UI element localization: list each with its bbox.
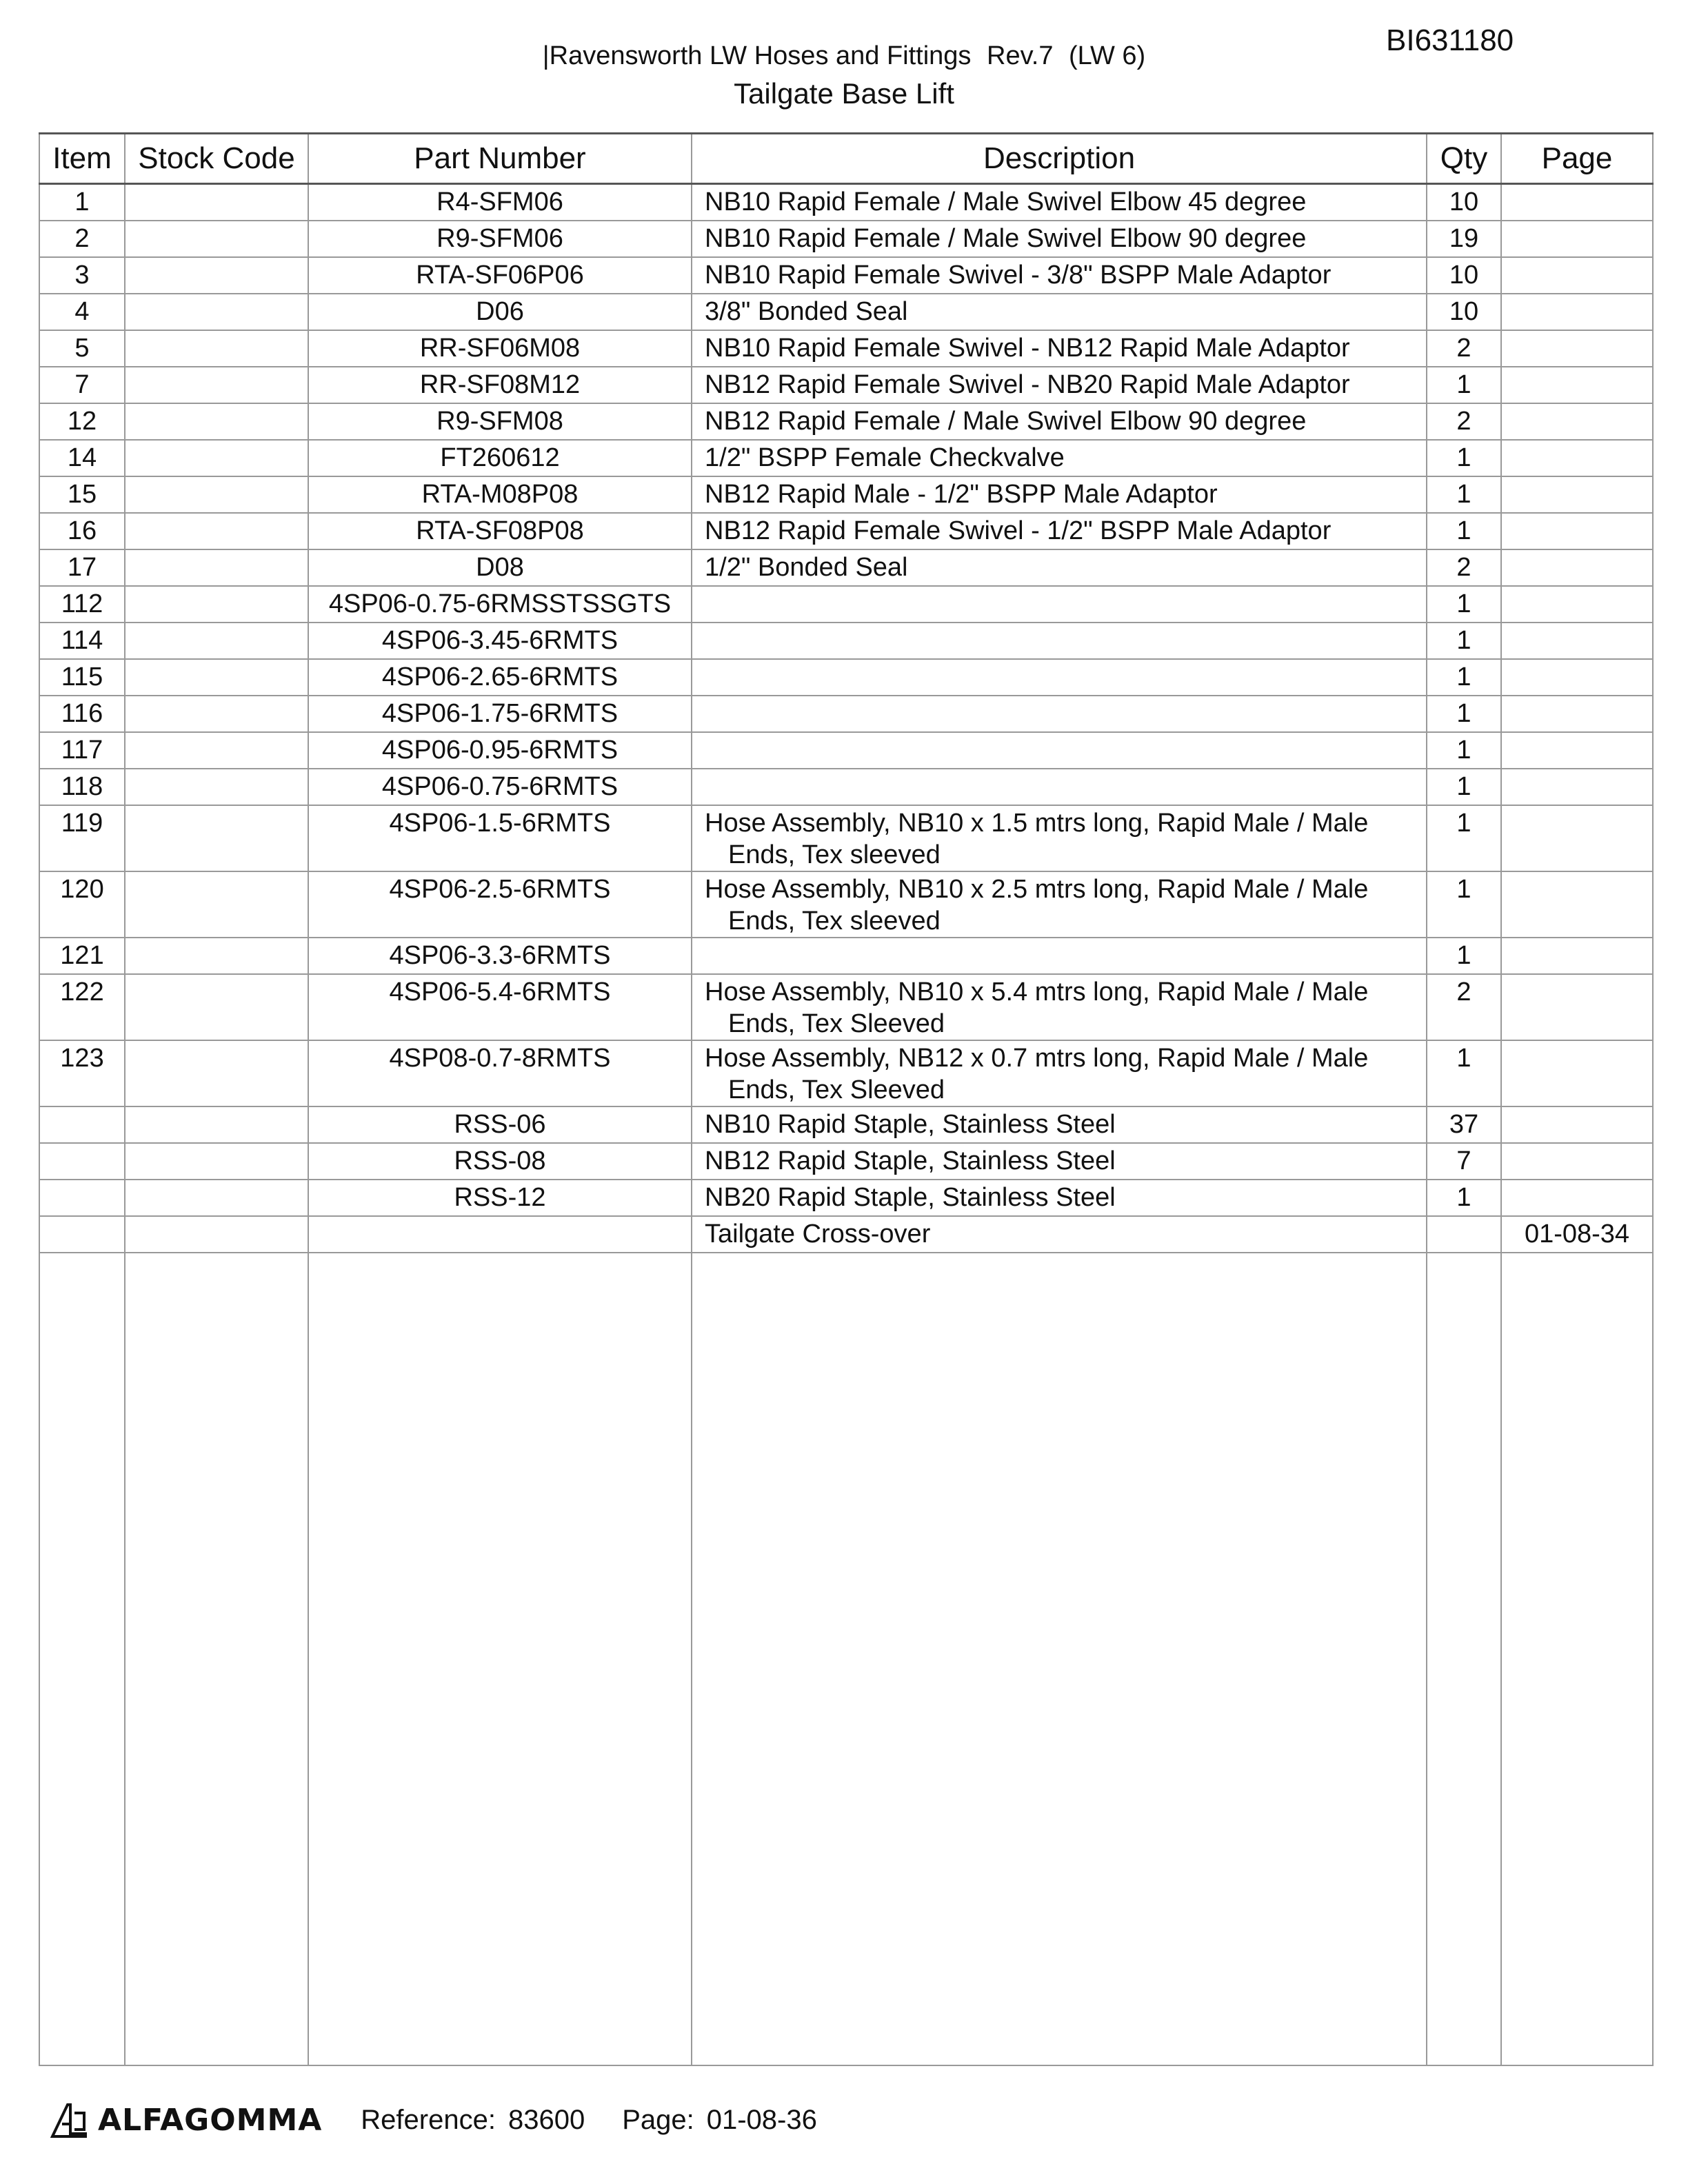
empty-cell (692, 1253, 1427, 2065)
cell-part-number: RTA-SF08P08 (308, 513, 692, 549)
empty-cell (39, 1253, 125, 2065)
cell-page (1501, 1106, 1653, 1143)
cell-page (1501, 440, 1653, 476)
cell-item: 17 (39, 549, 125, 586)
cell-item: 118 (39, 769, 125, 805)
cell-stock-code (125, 938, 308, 974)
cell-description (692, 1106, 1427, 1143)
cell-page (1501, 221, 1653, 257)
cell-page (1501, 732, 1653, 769)
table-row (39, 476, 1653, 513)
cell-part-number: D06 (308, 294, 692, 330)
cell-stock-code (125, 294, 308, 330)
empty-cell (308, 1253, 692, 2065)
cell-qty: 1 (1427, 1040, 1501, 1106)
cell-page (1501, 1040, 1653, 1106)
title-main: |Ravensworth LW Hoses and Fittings (542, 41, 972, 70)
cell-qty: 1 (1427, 476, 1501, 513)
table-row (39, 871, 1653, 938)
reference-label: Reference: (361, 2104, 496, 2135)
cell-stock-code (125, 659, 308, 696)
cell-page (1501, 586, 1653, 623)
description-line: Hose Assembly, NB10 x 2.5 mtrs long, Rapid Male / Male (705, 875, 1369, 904)
page-footer (48, 2096, 817, 2144)
cell-qty: 1 (1427, 586, 1501, 623)
cell-description (692, 938, 1427, 974)
table-header-row (39, 134, 1653, 184)
description-line: NB12 Rapid Female Swivel - 1/2" BSPP Male Adaptor (705, 516, 1332, 545)
cell-item: 114 (39, 623, 125, 659)
cell-description (692, 440, 1427, 476)
table-row (39, 938, 1653, 974)
cell-description (692, 805, 1427, 871)
cell-stock-code (125, 257, 308, 294)
cell-part-number (308, 1216, 692, 1253)
cell-item (39, 1106, 125, 1143)
cell-qty: 1 (1427, 513, 1501, 549)
cell-stock-code (125, 1143, 308, 1180)
cell-description (692, 659, 1427, 696)
cell-description (692, 1143, 1427, 1180)
title-revision: Rev.7 (987, 41, 1054, 70)
header-part-number: Part Number (308, 134, 692, 184)
description-line: NB10 Rapid Female Swivel - 3/8" BSPP Male Adaptor (705, 261, 1332, 290)
cell-page (1501, 513, 1653, 549)
cell-part-number: R9-SFM06 (308, 221, 692, 257)
cell-qty: 10 (1427, 257, 1501, 294)
cell-qty: 2 (1427, 549, 1501, 586)
cell-part-number: 4SP08-0.7-8RMTS (308, 1040, 692, 1106)
table-row (39, 696, 1653, 732)
description-line: NB20 Rapid Staple, Stainless Steel (705, 1183, 1116, 1212)
description-line: NB10 Rapid Staple, Stainless Steel (705, 1110, 1116, 1139)
cell-stock-code (125, 513, 308, 549)
cell-description (692, 403, 1427, 440)
description-line: NB12 Rapid Female Swivel - NB20 Rapid Male Adaptor (705, 370, 1350, 399)
cell-item: 15 (39, 476, 125, 513)
cell-item: 12 (39, 403, 125, 440)
table-row (39, 330, 1653, 367)
description-line: 3/8" Bonded Seal (705, 297, 908, 326)
cell-page (1501, 871, 1653, 938)
description-continuation: Ends, Tex Sleeved (728, 1075, 945, 1104)
table-row (39, 974, 1653, 1040)
document-title (0, 41, 1688, 71)
cell-part-number: 4SP06-3.3-6RMTS (308, 938, 692, 974)
cell-item: 123 (39, 1040, 125, 1106)
cell-qty: 1 (1427, 659, 1501, 696)
cell-stock-code (125, 440, 308, 476)
table-row (39, 184, 1653, 221)
cell-part-number: 4SP06-1.5-6RMTS (308, 805, 692, 871)
footer-reference (361, 2105, 585, 2136)
table-row (39, 221, 1653, 257)
cell-description (692, 871, 1427, 938)
description-line: NB10 Rapid Female / Male Swivel Elbow 45 degree (705, 188, 1307, 216)
cell-qty: 1 (1427, 623, 1501, 659)
cell-page (1501, 1180, 1653, 1216)
cell-description (692, 732, 1427, 769)
cell-item: 3 (39, 257, 125, 294)
cell-item: 16 (39, 513, 125, 549)
description-line: Hose Assembly, NB10 x 1.5 mtrs long, Rapid Male / Male (705, 809, 1369, 838)
cell-page (1501, 476, 1653, 513)
cell-qty: 1 (1427, 1180, 1501, 1216)
cell-part-number: RTA-SF06P06 (308, 257, 692, 294)
cell-part-number: 4SP06-1.75-6RMTS (308, 696, 692, 732)
cell-description (692, 586, 1427, 623)
table-row (39, 1143, 1653, 1180)
cell-description (692, 257, 1427, 294)
cell-item: 117 (39, 732, 125, 769)
cell-description (692, 330, 1427, 367)
cell-item: 115 (39, 659, 125, 696)
cell-part-number: R4-SFM06 (308, 184, 692, 221)
cell-qty: 37 (1427, 1106, 1501, 1143)
table-row (39, 1040, 1653, 1106)
description-line: Hose Assembly, NB10 x 5.4 mtrs long, Rapid Male / Male (705, 978, 1369, 1007)
description-line: Tailgate Cross-over (705, 1220, 931, 1248)
cell-part-number: R9-SFM08 (308, 403, 692, 440)
table-row (39, 732, 1653, 769)
cell-item: 122 (39, 974, 125, 1040)
cell-item (39, 1216, 125, 1253)
cell-item (39, 1143, 125, 1180)
cell-page (1501, 403, 1653, 440)
table-row (39, 513, 1653, 549)
cell-stock-code (125, 549, 308, 586)
cell-part-number: FT260612 (308, 440, 692, 476)
description-line: 1/2" Bonded Seal (705, 553, 908, 582)
table-row (39, 1106, 1653, 1143)
cell-qty: 2 (1427, 330, 1501, 367)
cell-description (692, 1216, 1427, 1253)
cell-qty: 2 (1427, 403, 1501, 440)
cell-page (1501, 805, 1653, 871)
cell-item: 1 (39, 184, 125, 221)
cell-qty: 10 (1427, 184, 1501, 221)
cell-stock-code (125, 871, 308, 938)
cell-qty: 1 (1427, 769, 1501, 805)
cell-qty: 1 (1427, 938, 1501, 974)
cell-description (692, 184, 1427, 221)
header-description: Description (692, 134, 1427, 184)
cell-description (692, 769, 1427, 805)
description-line: NB10 Rapid Female / Male Swivel Elbow 90 degree (705, 224, 1307, 253)
cell-stock-code (125, 403, 308, 440)
cell-description (692, 1040, 1427, 1106)
logo-wordmark: ALFAGOMMA (98, 2102, 323, 2138)
cell-description (692, 1180, 1427, 1216)
cell-description (692, 513, 1427, 549)
cell-part-number: RTA-M08P08 (308, 476, 692, 513)
header-qty: Qty (1427, 134, 1501, 184)
table-row (39, 403, 1653, 440)
cell-stock-code (125, 1106, 308, 1143)
cell-description (692, 549, 1427, 586)
table-body (39, 184, 1653, 2066)
page-label: Page: (622, 2104, 694, 2135)
table-row (39, 1216, 1653, 1253)
table-row (39, 623, 1653, 659)
cell-qty: 10 (1427, 294, 1501, 330)
cell-page (1501, 257, 1653, 294)
cell-qty: 7 (1427, 1143, 1501, 1180)
cell-page (1501, 938, 1653, 974)
description-line: NB12 Rapid Staple, Stainless Steel (705, 1146, 1116, 1175)
cell-stock-code (125, 805, 308, 871)
table-row (39, 440, 1653, 476)
cell-description (692, 367, 1427, 403)
alfagomma-logo-icon (48, 2099, 90, 2141)
cell-part-number: 4SP06-0.75-6RMSSTSSGTS (308, 586, 692, 623)
title-section: (LW 6) (1069, 41, 1146, 70)
cell-page: 01-08-34 (1501, 1216, 1653, 1253)
cell-stock-code (125, 1180, 308, 1216)
cell-stock-code (125, 623, 308, 659)
cell-stock-code (125, 476, 308, 513)
cell-stock-code (125, 1040, 308, 1106)
cell-part-number: RSS-08 (308, 1143, 692, 1180)
company-logo (48, 2099, 322, 2141)
cell-stock-code (125, 221, 308, 257)
cell-part-number: RR-SF08M12 (308, 367, 692, 403)
empty-cell (1501, 1253, 1653, 2065)
cell-stock-code (125, 769, 308, 805)
cell-stock-code (125, 974, 308, 1040)
cell-stock-code (125, 732, 308, 769)
cell-qty: 1 (1427, 805, 1501, 871)
description-continuation: Ends, Tex sleeved (728, 840, 941, 869)
empty-cell (125, 1253, 308, 2065)
description-line: NB12 Rapid Female / Male Swivel Elbow 90 degree (705, 407, 1307, 436)
header-item: Item (39, 134, 125, 184)
table-row (39, 805, 1653, 871)
cell-stock-code (125, 586, 308, 623)
cell-description (692, 221, 1427, 257)
cell-page (1501, 623, 1653, 659)
cell-part-number: RR-SF06M08 (308, 330, 692, 367)
cell-stock-code (125, 1216, 308, 1253)
cell-item (39, 1180, 125, 1216)
cell-page (1501, 974, 1653, 1040)
cell-part-number: 4SP06-0.95-6RMTS (308, 732, 692, 769)
cell-page (1501, 184, 1653, 221)
description-line: NB12 Rapid Male - 1/2" BSPP Male Adaptor (705, 480, 1218, 509)
cell-qty: 1 (1427, 440, 1501, 476)
header-page: Page (1501, 134, 1653, 184)
cell-item: 7 (39, 367, 125, 403)
table-empty-area (39, 1253, 1653, 2065)
reference-value: 83600 (508, 2104, 585, 2135)
cell-part-number: 4SP06-5.4-6RMTS (308, 974, 692, 1040)
cell-description (692, 294, 1427, 330)
cell-description (692, 696, 1427, 732)
parts-table (39, 132, 1654, 2066)
cell-stock-code (125, 330, 308, 367)
header-stock-code: Stock Code (125, 134, 308, 184)
cell-stock-code (125, 367, 308, 403)
cell-item: 14 (39, 440, 125, 476)
empty-cell (1427, 1253, 1501, 2065)
footer-page (622, 2105, 817, 2136)
cell-page (1501, 330, 1653, 367)
description-continuation: Ends, Tex sleeved (728, 907, 941, 936)
cell-stock-code (125, 184, 308, 221)
table-row (39, 586, 1653, 623)
cell-part-number: 4SP06-2.65-6RMTS (308, 659, 692, 696)
description-line: Hose Assembly, NB12 x 0.7 mtrs long, Rapid Male / Male (705, 1044, 1369, 1073)
page-value: 01-08-36 (706, 2104, 817, 2135)
cell-item: 4 (39, 294, 125, 330)
cell-page (1501, 367, 1653, 403)
cell-description (692, 623, 1427, 659)
cell-qty (1427, 1216, 1501, 1253)
cell-part-number: D08 (308, 549, 692, 586)
table-row (39, 294, 1653, 330)
cell-description (692, 974, 1427, 1040)
cell-page (1501, 294, 1653, 330)
description-line: 1/2" BSPP Female Checkvalve (705, 443, 1065, 472)
cell-page (1501, 549, 1653, 586)
cell-page (1501, 1143, 1653, 1180)
cell-description (692, 476, 1427, 513)
cell-page (1501, 659, 1653, 696)
cell-qty: 1 (1427, 732, 1501, 769)
cell-item: 112 (39, 586, 125, 623)
cell-item: 5 (39, 330, 125, 367)
table-row (39, 1180, 1653, 1216)
cell-qty: 19 (1427, 221, 1501, 257)
cell-part-number: RSS-12 (308, 1180, 692, 1216)
cell-page (1501, 769, 1653, 805)
cell-item: 116 (39, 696, 125, 732)
document-id: BI631180 (1386, 23, 1514, 57)
table-row (39, 257, 1653, 294)
cell-page (1501, 696, 1653, 732)
cell-stock-code (125, 696, 308, 732)
cell-qty: 1 (1427, 696, 1501, 732)
cell-item: 2 (39, 221, 125, 257)
cell-part-number: 4SP06-2.5-6RMTS (308, 871, 692, 938)
cell-qty: 1 (1427, 871, 1501, 938)
description-continuation: Ends, Tex Sleeved (728, 1009, 945, 1038)
table-row (39, 769, 1653, 805)
description-line: NB10 Rapid Female Swivel - NB12 Rapid Male Adaptor (705, 334, 1350, 363)
cell-part-number: 4SP06-0.75-6RMTS (308, 769, 692, 805)
table-row (39, 659, 1653, 696)
cell-item: 120 (39, 871, 125, 938)
cell-item: 119 (39, 805, 125, 871)
cell-part-number: 4SP06-3.45-6RMTS (308, 623, 692, 659)
table-row (39, 549, 1653, 586)
table-row (39, 367, 1653, 403)
cell-part-number: RSS-06 (308, 1106, 692, 1143)
cell-item: 121 (39, 938, 125, 974)
document-subtitle: Tailgate Base Lift (734, 77, 954, 110)
cell-qty: 2 (1427, 974, 1501, 1040)
cell-qty: 1 (1427, 367, 1501, 403)
